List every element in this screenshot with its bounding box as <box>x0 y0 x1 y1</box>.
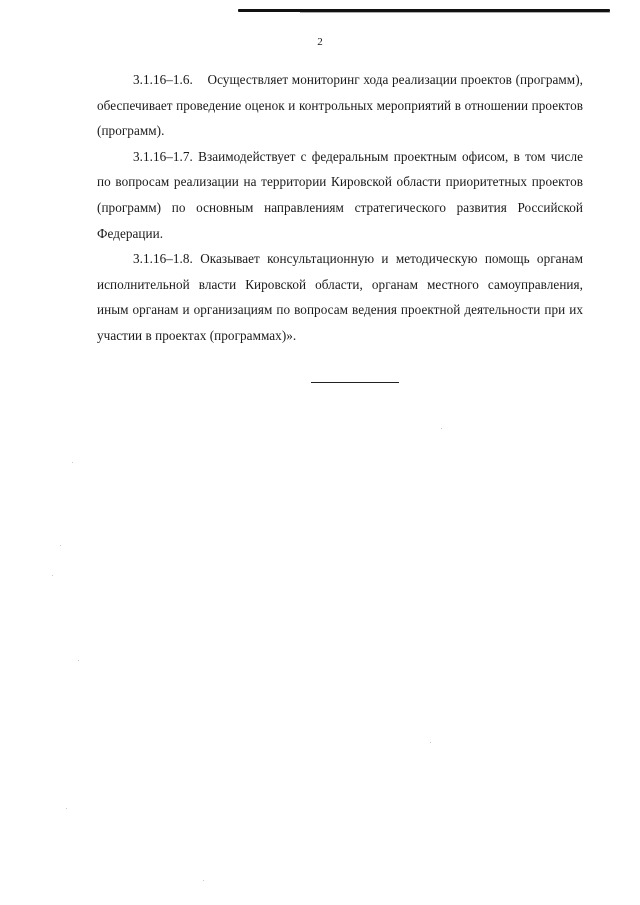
scan-speck <box>430 742 431 743</box>
scan-top-edge-shadow <box>300 12 610 13</box>
scan-speck <box>72 462 73 463</box>
paragraph-text: Взаимодействует с федеральным проектным офисом, в том числе по вопросам реализации на территории Кировской области приоритетных проектов (программ) по основным направлениям стратегического развития Российской Федерации. <box>97 148 583 241</box>
end-of-text-rule <box>311 382 399 383</box>
scan-speck <box>60 545 61 546</box>
paragraph-number: 3.1.16–1.8. <box>133 251 193 267</box>
scan-speck <box>78 660 79 661</box>
paragraph-text: Осуществляет мониторинг хода реализации проектов (программ), обеспечивает проведение оценок и контрольных мероприятий в отношении проектов (программ). <box>97 72 583 139</box>
page-number: 2 <box>317 36 323 48</box>
scan-speck <box>52 575 53 576</box>
paragraph-3-1-16-1-7 <box>97 144 583 246</box>
scan-speck <box>203 880 204 881</box>
scan-speck <box>441 428 442 429</box>
paragraph-3-1-16-1-8 <box>97 246 583 348</box>
paragraph-number: 3.1.16–1.6. <box>133 72 193 87</box>
scan-speck <box>66 808 67 809</box>
document-body <box>97 67 583 349</box>
paragraph-text: Оказывает консультационную и методическую помощь органам исполнительной власти Кировской области, органам местного самоуправления, иным органам и организациям по вопросам ведения проектной деятельности при их участии в проектах (программах)». <box>97 251 583 343</box>
paragraph-3-1-16-1-6 <box>97 67 583 144</box>
paragraph-number: 3.1.16–1.7. <box>133 148 193 164</box>
